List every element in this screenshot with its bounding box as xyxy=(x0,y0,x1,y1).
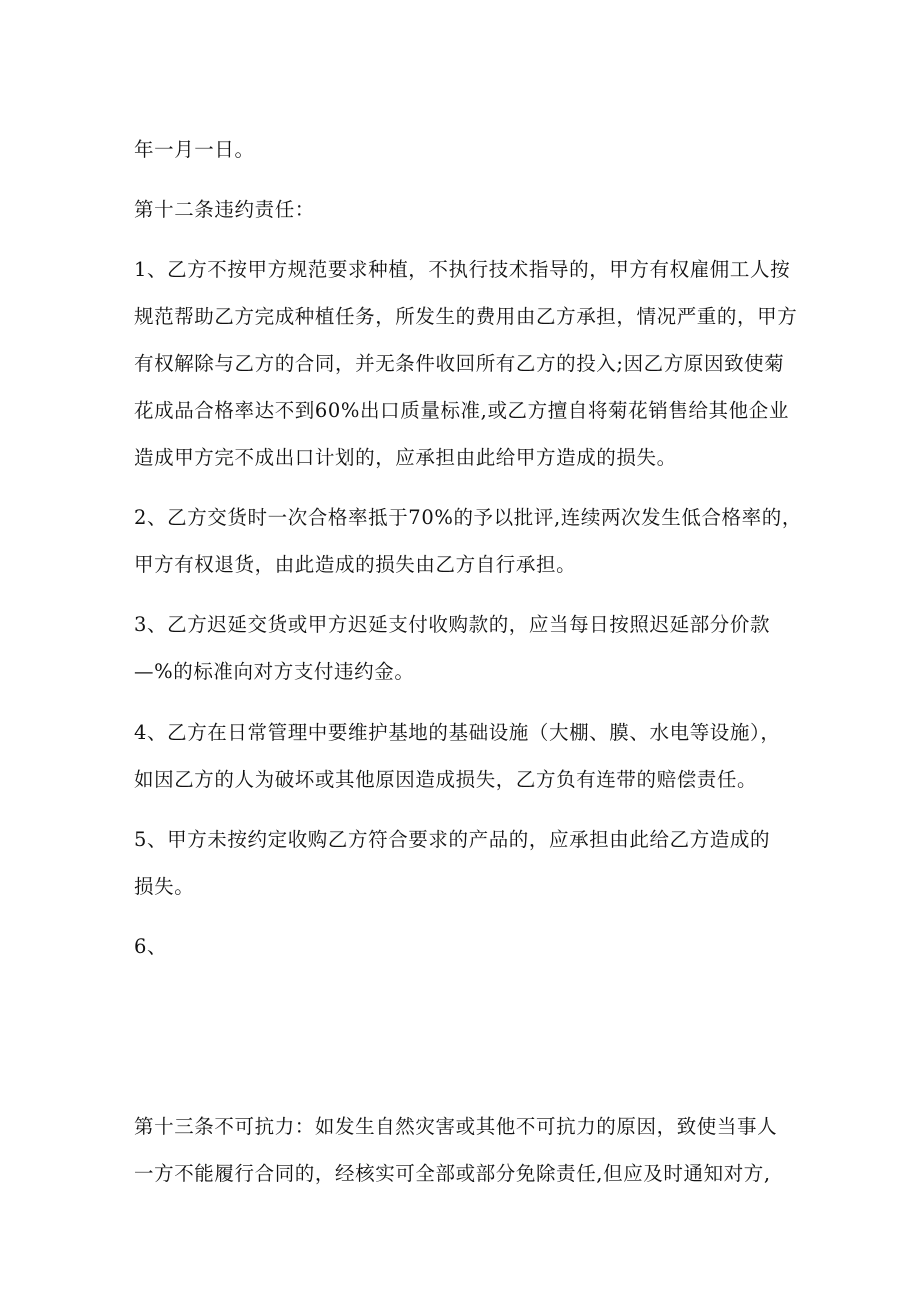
article-13-line-1: 第十三条不可抗力：如发生自然灾害或其他不可抗力的原因，致使当事人 xyxy=(134,1115,778,1138)
clause-1-line-4: 花成品合格率达不到60%出口质量标准,或乙方擅自将菊花销售给其他企业 xyxy=(134,399,789,422)
article-13-line-2: 一方不能履行合同的，经核实可全部或部分免除责任,但应及时通知对方, xyxy=(134,1162,771,1185)
clause-2-line-2: 甲方有权退货，由此造成的损失由乙方自行承担。 xyxy=(134,553,577,576)
clause-5-line-2: 损失。 xyxy=(134,875,195,898)
clause-5-line-1: 5、甲方未按约定收购乙方符合要求的产品的，应承担由此给乙方造成的 xyxy=(134,828,771,851)
clause-1-line-1: 1、乙方不按甲方规范要求种植，不执行技术指导的，甲方有权雇佣工人按 xyxy=(134,258,791,281)
clause-6-line-1: 6、 xyxy=(134,935,168,958)
clause-3-line-1: 3、乙方迟延交货或甲方迟延支付收购款的，应当每日按照迟延部分价款 xyxy=(134,613,771,636)
heading-article-12: 第十二条违约责任： xyxy=(134,198,315,221)
text-line-date: 年一月一日。 xyxy=(134,138,255,161)
clause-2-line-1: 2、乙方交货时一次合格率抵于70%的予以批评,连续两次发生低合格率的， xyxy=(134,506,802,529)
clause-1-line-2: 规范帮助乙方完成种植任务，所发生的费用由乙方承担，情况严重的，甲方 xyxy=(134,305,798,328)
clause-4-line-2: 如因乙方的人为破坏或其他原因造成损失，乙方负有连带的赔偿责任。 xyxy=(134,768,758,791)
clause-4-line-1: 4、乙方在日常管理中要维护基地的基础设施（大棚、膜、水电等设施）， xyxy=(134,721,781,744)
clause-3-line-2: —%的标准向对方支付违约金。 xyxy=(134,660,415,683)
clause-1-line-5: 造成甲方完不成出口计划的，应承担由此给甲方造成的损失。 xyxy=(134,446,677,469)
clause-1-line-3: 有权解除与乙方的合同，并无条件收回所有乙方的投入;因乙方原因致使菊 xyxy=(134,352,785,375)
